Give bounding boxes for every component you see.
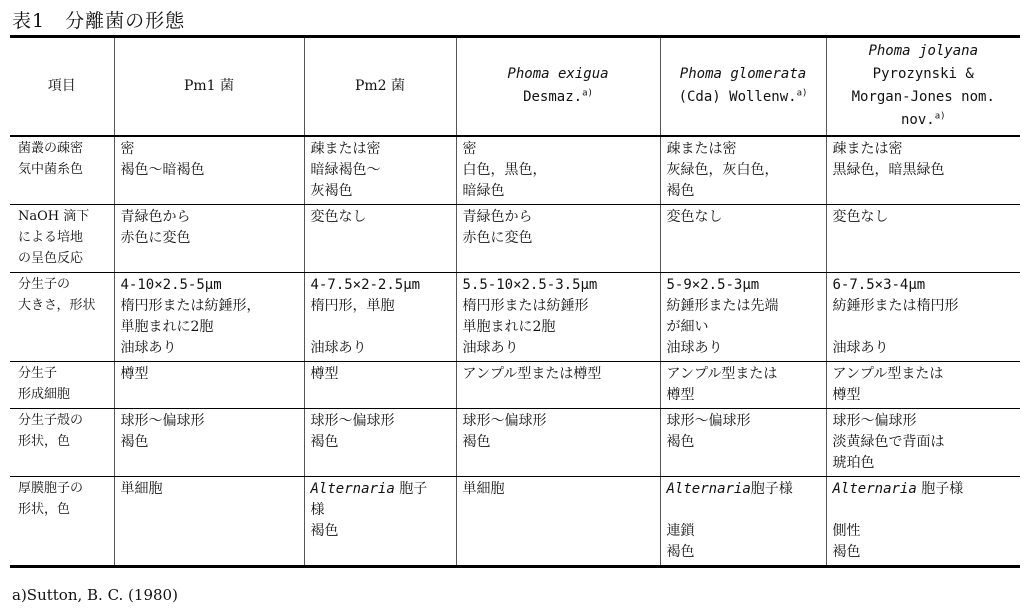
cell-line: 灰褐色 <box>310 183 353 199</box>
species-author: Morgan-Jones nom. <box>851 89 995 105</box>
cell-line: 油球あり <box>666 340 723 356</box>
row-header-line: 形状，色 <box>18 502 71 517</box>
cell-line: 青緑色から <box>462 209 533 225</box>
cell-line: 側性 <box>832 523 861 539</box>
cell-line: 密 <box>120 141 135 157</box>
cell-line: 楕円形または紡錘形， <box>120 298 261 314</box>
species-name: Phoma glomerata <box>679 66 807 82</box>
row-header-line: 大きさ，形状 <box>18 298 96 313</box>
cell-line: 単胞まれに2胞 <box>120 319 214 335</box>
cell-line: 様 <box>310 502 325 518</box>
cell-line: 4-7.5×2-2.5μm <box>310 277 421 293</box>
cell-line: アンプル型または <box>832 366 944 382</box>
table-cell <box>304 273 456 362</box>
table-cell <box>826 362 1020 409</box>
table-cell <box>660 136 826 205</box>
cell-line: 5-9×2.5-3μm <box>666 277 760 293</box>
cell-line: 楕円形，単胞 <box>310 298 395 314</box>
cell-line: 褐色 <box>666 183 695 199</box>
cell-line: 楕円形または紡錘形 <box>462 298 589 314</box>
cell-line: 褐色 <box>832 544 861 560</box>
table-cell <box>826 136 1020 205</box>
table-cell <box>304 362 456 409</box>
table-cell <box>456 477 660 567</box>
row-header-line: 分生子 <box>18 366 58 381</box>
species-author: (Cda) Wollenw. <box>678 89 797 105</box>
row-header-line: 分生子殻の <box>18 413 84 428</box>
cell-line: 褐色 <box>120 434 149 450</box>
cell-line: 黒緑色，暗黒緑色 <box>832 162 945 178</box>
cell-line: 単胞まれに2胞 <box>462 319 556 335</box>
table-row <box>10 205 1020 273</box>
row-header-line: NaOH 滴下 <box>18 209 90 224</box>
table-cell <box>660 205 826 273</box>
cell-line: 球形～偏球形 <box>120 413 205 429</box>
cell-line: 変色なし <box>666 209 723 225</box>
table-row <box>10 362 1020 409</box>
genus-name: Alternaria <box>666 481 751 497</box>
cell-line: 球形～偏球形 <box>310 413 395 429</box>
table-cell <box>826 273 1020 362</box>
cell-line: 6-7.5×3-4μm <box>832 277 926 293</box>
cell-line: 密 <box>462 141 477 157</box>
header-phoma-exigua: Phoma exigua Desmaz.$^{a)}$ <box>456 37 660 137</box>
row-header-line: 厚膜胞子の <box>18 481 84 496</box>
table-cell <box>114 477 304 567</box>
cell-line: 暗緑褐色～ <box>310 162 381 178</box>
table-body <box>10 136 1020 567</box>
genus-name: Alternaria <box>832 481 917 497</box>
cell-line: 樽型 <box>310 366 339 382</box>
table-cell <box>114 362 304 409</box>
cell-line: 油球あり <box>832 340 889 356</box>
table-cell <box>660 362 826 409</box>
row-header-line: の呈色反応 <box>18 251 84 266</box>
table-cell <box>114 205 304 273</box>
table-row <box>10 409 1020 477</box>
row-header-line: 形成細胞 <box>18 387 71 402</box>
row-header-line: 形状，色 <box>18 434 71 449</box>
cell-line: 連鎖 <box>666 523 695 539</box>
header-phoma-jolyana: Phoma jolyana Pyrozynski & Morgan-Jones nom. nov.$^{a)}$ <box>826 37 1020 137</box>
row-header <box>10 205 114 273</box>
row-header-line: 菌叢の疎密 <box>18 141 84 156</box>
row-header <box>10 273 114 362</box>
cell-line: 樽型 <box>832 387 861 403</box>
cell-line: 暗緑色 <box>462 183 505 199</box>
table-cell <box>826 477 1020 567</box>
cell-line: が細い <box>666 319 709 335</box>
cell-line: 疎または密 <box>666 141 737 157</box>
cell-line: アンプル型または <box>666 366 778 382</box>
cell-line: 褐色 <box>666 434 695 450</box>
morphology-table <box>10 35 1020 568</box>
species-name: Phoma exigua <box>507 66 609 82</box>
table-cell <box>304 477 456 567</box>
table-cell <box>456 136 660 205</box>
table-row <box>10 477 1020 567</box>
table-cell <box>114 409 304 477</box>
cell-line: 球形～偏球形 <box>462 413 547 429</box>
cell-line: 淡黄緑色で背面は <box>832 434 945 450</box>
cell-line: アンプル型または樽型 <box>462 366 602 382</box>
blank-line <box>311 317 452 338</box>
row-header <box>10 477 114 567</box>
cell-line: 褐色 <box>462 434 491 450</box>
row-header-line: 気中菌糸色 <box>18 162 84 177</box>
cell-line: 琥珀色 <box>832 455 875 471</box>
row-header-line: による培地 <box>18 230 84 245</box>
table-row <box>10 136 1020 205</box>
table-title: 表1 分離菌の形態 <box>12 10 186 32</box>
cell-line: 変色なし <box>832 209 889 225</box>
cell-line: 単細胞 <box>462 481 505 497</box>
header-row <box>10 37 1020 137</box>
cell-line: 5.5-10×2.5-3.5μm <box>462 277 598 293</box>
cell-line: 褐色～暗褐色 <box>120 162 205 178</box>
table-cell <box>114 136 304 205</box>
species-author: Pyrozynski & <box>872 66 974 82</box>
cell-line: 球形～偏球形 <box>832 413 917 429</box>
genus-name: Alternaria <box>310 481 395 497</box>
blank-line <box>833 317 1017 338</box>
row-header <box>10 362 114 409</box>
morphology-table-container <box>10 35 1020 568</box>
cell-line: 灰緑色，灰白色， <box>666 162 779 178</box>
table-cell <box>660 477 826 567</box>
row-header <box>10 409 114 477</box>
header-pm1: Pm1 菌 <box>114 37 304 137</box>
table-cell <box>304 409 456 477</box>
cell-line: 油球あり <box>462 340 519 356</box>
cell-line: 変色なし <box>310 209 367 225</box>
blank-line <box>833 500 1017 521</box>
footnote-reference: a)Sutton, B. C. (1980) <box>12 586 178 604</box>
species-author: Desmaz. <box>523 89 583 105</box>
table-cell <box>304 205 456 273</box>
header-pm2: Pm2 菌 <box>304 37 456 137</box>
species-name: Phoma jolyana <box>868 43 979 59</box>
cell-line: 油球あり <box>120 340 177 356</box>
cell-line: 球形～偏球形 <box>666 413 751 429</box>
cell-line: 褐色 <box>666 544 695 560</box>
cell-line: 褐色 <box>310 523 339 539</box>
species-author: nov. <box>900 112 935 128</box>
table-cell <box>660 409 826 477</box>
cell-line: 油球あり <box>310 340 367 356</box>
table-row <box>10 273 1020 362</box>
cell-line: 褐色 <box>310 434 339 450</box>
table-cell <box>826 205 1020 273</box>
table-cell <box>456 362 660 409</box>
header-phoma-glomerata: Phoma glomerata (Cda) Wollenw.$^{a)}$ <box>660 37 826 137</box>
table-cell <box>114 273 304 362</box>
cell-line: Alternaria胞子様 <box>666 481 793 497</box>
row-header <box>10 136 114 205</box>
table-cell <box>456 205 660 273</box>
cell-line: 赤色に変色 <box>462 230 533 246</box>
cell-line: 紡錘形または楕円形 <box>832 298 959 314</box>
cell-line: 赤色に変色 <box>120 230 191 246</box>
table-cell <box>826 409 1020 477</box>
cell-line: 疎または密 <box>310 141 381 157</box>
table-cell <box>304 136 456 205</box>
blank-line <box>667 500 822 521</box>
cell-line: 紡錘形または先端 <box>666 298 779 314</box>
cell-line: 単細胞 <box>120 481 163 497</box>
table-cell <box>456 409 660 477</box>
cell-line: 疎または密 <box>832 141 903 157</box>
cell-line: Alternaria 胞子 <box>310 481 428 497</box>
row-header-line: 分生子の <box>18 277 71 292</box>
cell-line: 青緑色から <box>120 209 191 225</box>
cell-line: 樽型 <box>666 387 695 403</box>
cell-line: Alternaria 胞子様 <box>832 481 964 497</box>
cell-line: 樽型 <box>120 366 149 382</box>
cell-line: 4-10×2.5-5μm <box>120 277 222 293</box>
table-cell <box>456 273 660 362</box>
cell-line: 白色，黒色， <box>462 162 547 178</box>
header-item: 項目 <box>10 37 114 137</box>
table-cell <box>660 273 826 362</box>
